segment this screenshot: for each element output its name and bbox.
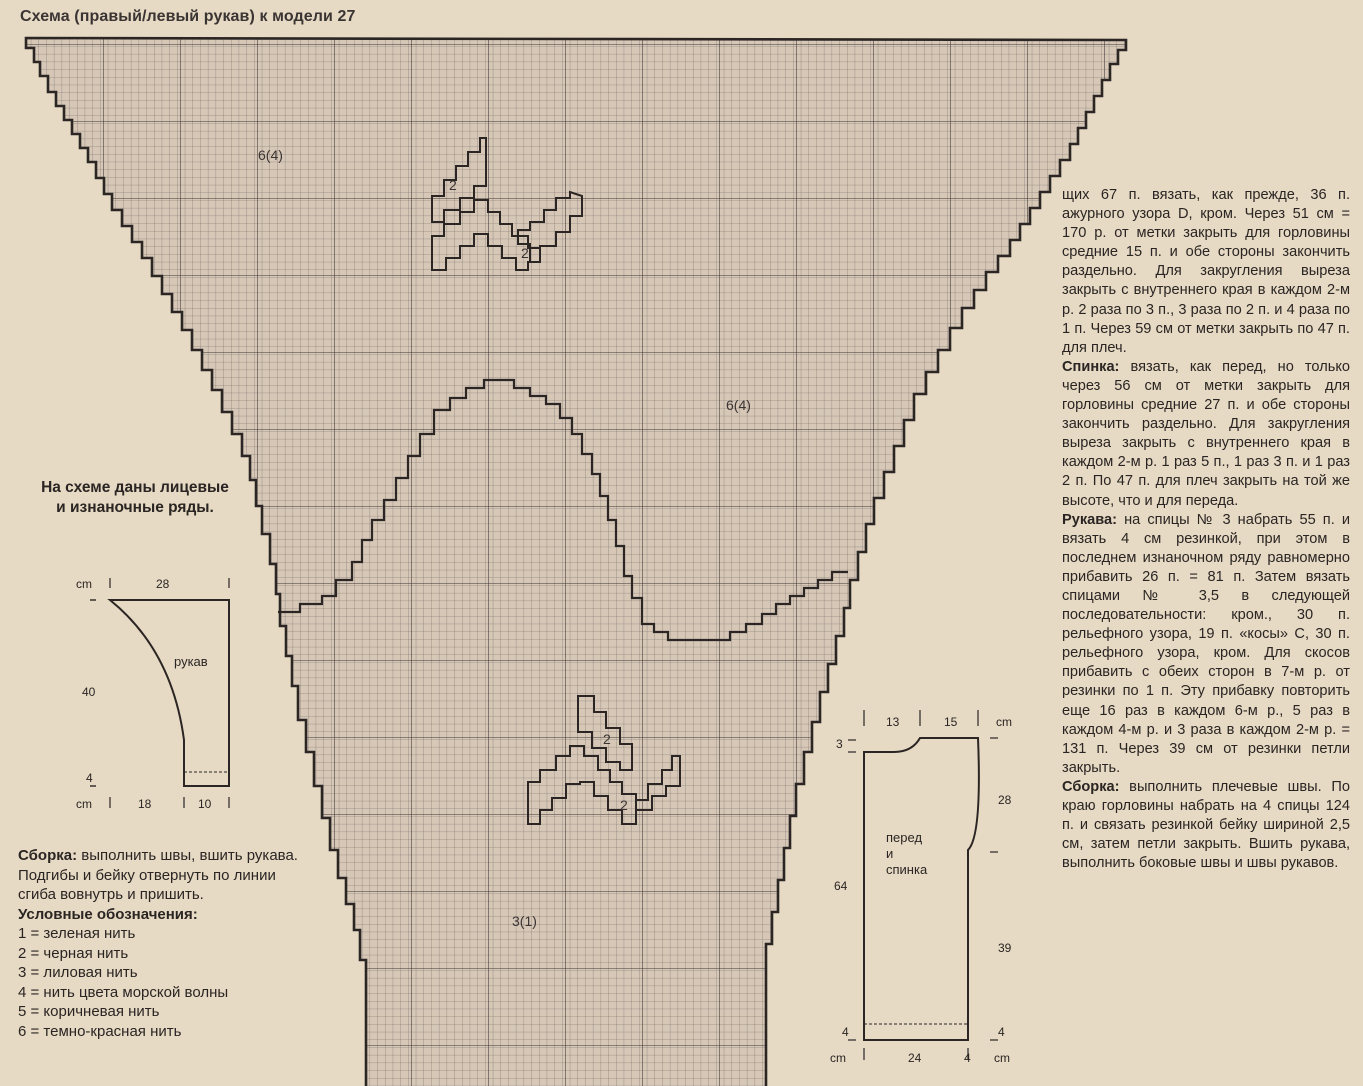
body-schematic <box>830 710 1012 1065</box>
braid-mark-2: 2 <box>521 245 529 261</box>
back-text: вязать, как перед, но только через 56 см от метки закрыть для горловины средние 27 п. и обе стороны закончить раздельно. Для закругления выреза закрыть с внутреннего края в каждом 2-м р. 1 раз 5 п., 1 раз 3 п. и 1 раз 2 п. По 47 п. для плеч закрыть на той же высоте, что и для переда. <box>1062 358 1350 509</box>
sleeve-unit-bottom: cm <box>76 797 92 811</box>
body-total-height: 64 <box>834 879 848 893</box>
body-top-left: 13 <box>886 715 900 729</box>
assembly-text: выполнить швы, вшить рукава. Подгибы и бейку отвернуть по линии сгиба вовнутрь и пришить. <box>18 847 298 903</box>
body-bottom-offset: 4 <box>964 1051 971 1065</box>
sleeves-text: на спицы № 3 набрать 55 п. и вязать 4 см резинкой, при этом в последнем изнаночном ряду равномерно прибавить 26 п. = 81 п. Затем вязать спицами № 3,5 в следующей последовательности: кром., 30 п. рельефного узора, 19 п. «косы» С, 30 п. рельефного узора, кром. Для скосов прибавить с обеих сторон в 7-м р. от резинки по 1 п. Эту прибавку повторить еще 16 раз в каждом 6-м р., 5 раз в каждом 4-м р. и 3 раза в каждом 2-м р. = 131 п. Через 39 см от резинки петли закрыть. <box>1062 511 1350 776</box>
body-top-right: 15 <box>944 715 958 729</box>
instructions-column <box>1062 186 1350 873</box>
body-label-3: спинка <box>886 862 928 877</box>
sleeve-height: 40 <box>82 685 96 699</box>
body-label-1: перед <box>886 830 923 845</box>
sleeve-unit-top: cm <box>76 577 92 591</box>
legend-title: Условные обозначения: <box>18 905 198 923</box>
sleeve-cuff: 4 <box>86 771 93 785</box>
body-rib-right: 4 <box>998 1025 1005 1039</box>
legend-item: 4 = нить цвета морской волны <box>18 983 229 1001</box>
legend-item: 5 = коричневая нить <box>18 1003 160 1020</box>
sleeve-top-width: 28 <box>156 577 170 591</box>
page-title: Схема (правый/левый рукав) к модели 27 <box>20 8 356 25</box>
legend-item: 2 = черная нить <box>18 944 129 962</box>
legend <box>18 905 308 1042</box>
zone-label-top: 6(4) <box>258 147 283 163</box>
sleeve-schematic <box>76 577 229 811</box>
chart-note: На схеме даны лицевые и изнаночные ряды. <box>41 479 229 516</box>
final-assembly-lead: Сборка: <box>1062 778 1120 795</box>
legend-item: 1 = зеленая нить <box>18 925 136 942</box>
instructions-sleeves <box>1062 511 1350 778</box>
body-rib-left: 4 <box>842 1025 849 1039</box>
zone-label-bottom: 3(1) <box>512 913 537 929</box>
sleeve-bottom-left: 18 <box>138 797 152 811</box>
body-side: 39 <box>998 941 1012 955</box>
body-armhole: 28 <box>998 793 1012 807</box>
final-assembly-text: выполнить плечевые швы. По краю горловины набрать на 4 спицы 124 п. и связать резинкой бейку шириной 2,5 см, затем петли закрыть. Вшить рукава, выполнить боковые швы и швы рукавов. <box>1062 778 1350 872</box>
legend-item: 6 = темно-красная нить <box>18 1022 182 1040</box>
sleeves-lead: Рукава: <box>1062 511 1118 528</box>
instructions-front: щих 67 п. вязать, как прежде, 36 п. ажурного узора D, кром. Через 51 см = 170 р. от метки закрыть для горловины средние 15 п. и обе стороны закончить раздельно. Для закругления выреза закрыть с внутреннего края в каждом 2-м р. 2 раза по 3 п., 3 раза по 2 п. и 4 раза по 1 п. Через 59 см от метки закрыть по 47 п. для плеч. <box>1062 187 1350 356</box>
body-unit-top: cm <box>996 715 1012 729</box>
body-label-2: и <box>886 846 894 861</box>
assembly-paragraph <box>18 846 308 905</box>
instructions-back <box>1062 358 1350 511</box>
sleeve-bottom-right: 10 <box>198 797 212 811</box>
body-unit-bottom: cm <box>830 1051 846 1065</box>
body-unit-bottom-right: cm <box>994 1051 1010 1065</box>
assembly-lead: Сборка: <box>18 847 78 864</box>
body-bottom-width: 24 <box>908 1051 922 1065</box>
instructions-assembly <box>1062 778 1350 873</box>
assembly-block <box>18 846 308 1041</box>
body-neck-depth: 3 <box>836 737 843 751</box>
braid-mark-4: 2 <box>620 797 628 813</box>
braid-mark-3: 2 <box>603 731 611 747</box>
back-lead: Спинка: <box>1062 358 1120 375</box>
sleeve-label: рукав <box>174 654 208 669</box>
braid-mark-1: 2 <box>449 177 457 193</box>
zone-label-right: 6(4) <box>726 397 751 413</box>
legend-item: 3 = лиловая нить <box>18 964 138 981</box>
